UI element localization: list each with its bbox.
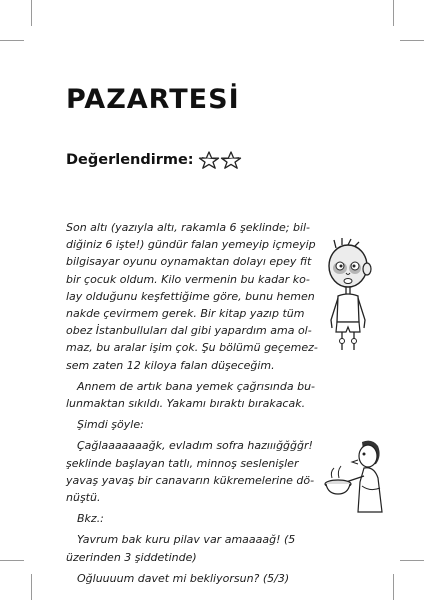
text-line: bilgisayar oyunu oynamaktan dolayı epey fit: [66, 255, 312, 269]
text-line: lay olduğunu keşfettiğime göre, bunu hemen: [66, 289, 315, 303]
text-line: maz, bu aralar işim çok. Şu bölümü geçemez-: [66, 341, 318, 355]
paragraph-6: [66, 531, 314, 565]
text-line: Çağlaaaaaaağk, evladım sofra hazııığğğğr!: [77, 439, 313, 453]
rating-label: Değerlendirme:: [66, 152, 194, 168]
mother-with-pot-drawing: [322, 438, 384, 516]
paragraph-4: [66, 437, 314, 506]
text-line: Oğluuuum davet mi bekliyorsun? (5/3): [77, 571, 290, 585]
text-line: Annem de artık bana yemek çağrısında bu-: [77, 379, 316, 393]
paragraph-5: [66, 510, 314, 527]
paragraph-1: [66, 219, 318, 374]
paragraph-2: [66, 378, 314, 412]
text-line: bir çocuk oldum. Kilo vermenin bu kadar ko-: [66, 272, 310, 286]
rating-stars: [198, 151, 242, 169]
text-line: yavaş yavaş bir canavarın kükremelerine dö-: [66, 473, 315, 487]
crop-mark: [400, 560, 424, 561]
text-line: diğiniz 6 işte!) gündür falan yemeyip içmeyip: [66, 238, 316, 252]
text-line: üzerinden 3 şiddetinde): [66, 550, 197, 564]
hand-drawn-star-icon: [220, 151, 242, 169]
crop-mark: [0, 40, 24, 41]
rating-row: [66, 151, 242, 169]
text-line: Şimdi şöyle:: [77, 418, 144, 432]
crop-mark: [393, 574, 394, 600]
body-text: [66, 219, 318, 587]
text-line: Son altı (yazıyla altı, rakamla 6 şeklinde; bil-: [66, 221, 311, 234]
skinny-boy-drawing: [318, 238, 384, 354]
chapter-title: PAZARTESİ: [66, 84, 240, 115]
text-line: Yavrum bak kuru pilav var amaaaağ! (5: [77, 533, 296, 547]
text-line: Bkz.:: [77, 512, 104, 526]
text-line: obez İstanbulluları dal gibi yapardım ama ol-: [66, 324, 312, 338]
paragraph-3: [66, 416, 314, 433]
crop-mark: [393, 0, 394, 26]
paragraph-7: [66, 570, 314, 587]
crop-mark: [31, 574, 32, 600]
text-line: nüştü.: [66, 491, 101, 505]
text-line: şeklinde başlayan tatlı, minnoş seslenişler: [66, 456, 299, 470]
text-line: nakde çevirmem gerek. Bir kitap yazıp tüm: [66, 307, 305, 321]
text-line: lunmaktan sıkıldı. Yakamı bıraktı bırakacak.: [66, 397, 306, 411]
crop-mark: [31, 0, 32, 26]
text-line: sem zaten 12 kiloya falan düşeceğim.: [66, 358, 275, 372]
crop-mark: [400, 40, 424, 41]
hand-drawn-star-icon: [198, 151, 220, 169]
crop-mark: [0, 560, 24, 561]
